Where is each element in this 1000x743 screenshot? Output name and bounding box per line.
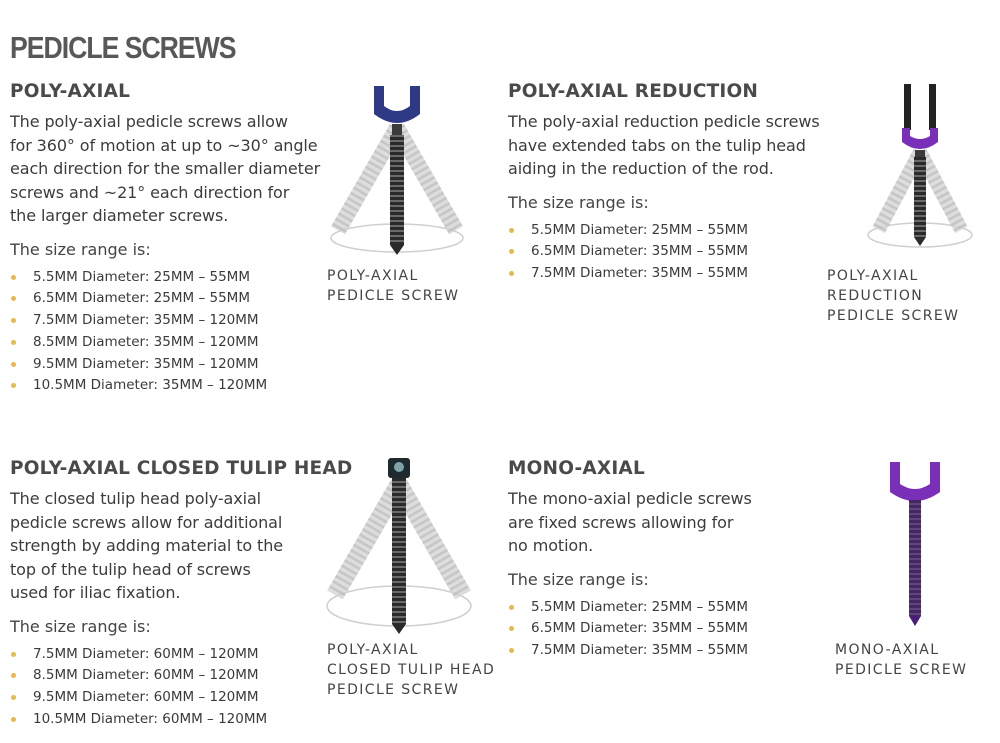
- bullet-icon: [11, 673, 16, 678]
- image-caption: POLY-AXIAL PEDICLE SCREW: [327, 268, 460, 304]
- bullet-icon: [11, 340, 16, 345]
- size-list: [508, 597, 828, 662]
- size-item: 7.5MM Diameter: 35MM – 120MM: [10, 310, 330, 332]
- size-range-label: The size range is:: [10, 616, 151, 636]
- size-item: 7.5MM Diameter: 60MM – 120MM: [10, 644, 355, 666]
- bullet-icon: [509, 626, 514, 631]
- bullet-icon: [11, 318, 16, 323]
- bullet-icon: [509, 648, 514, 653]
- size-range-label: The size range is:: [508, 192, 649, 212]
- size-list: [10, 644, 355, 731]
- bullet-icon: [11, 383, 16, 388]
- section-title: POLY-AXIAL CLOSED TULIP HEAD: [10, 458, 353, 479]
- size-list: [508, 220, 838, 285]
- size-item: 9.5MM Diameter: 60MM – 120MM: [10, 687, 355, 709]
- bullet-icon: [11, 652, 16, 657]
- bullet-icon: [509, 249, 514, 254]
- image-caption: MONO-AXIAL PEDICLE SCREW: [835, 642, 968, 678]
- size-range-label: The size range is:: [508, 569, 649, 589]
- size-list: [10, 267, 330, 398]
- section-description: The mono-axial pedicle screws are fixed screws allowing for no motion.: [508, 489, 752, 555]
- mono-axial-screw-image: [880, 458, 950, 630]
- size-item: 7.5MM Diameter: 35MM – 55MM: [508, 640, 828, 662]
- bullet-icon: [11, 717, 16, 722]
- size-item: 6.5MM Diameter: 35MM – 55MM: [508, 241, 838, 263]
- section-title: POLY-AXIAL: [10, 81, 131, 102]
- bullet-icon: [11, 296, 16, 301]
- size-item: 8.5MM Diameter: 60MM – 120MM: [10, 665, 355, 687]
- size-item: 10.5MM Diameter: 35MM – 120MM: [10, 375, 330, 397]
- section-mono-axial: [508, 458, 828, 662]
- size-item: 6.5MM Diameter: 25MM – 55MM: [10, 288, 330, 310]
- bullet-icon: [11, 362, 16, 367]
- size-range-label: The size range is:: [10, 239, 151, 259]
- bullet-icon: [11, 275, 16, 280]
- size-item: 10.5MM Diameter: 60MM – 120MM: [10, 709, 355, 731]
- size-item: 5.5MM Diameter: 25MM – 55MM: [508, 220, 838, 242]
- section-title: POLY-AXIAL REDUCTION: [508, 81, 759, 102]
- bullet-icon: [509, 228, 514, 233]
- size-item: 5.5MM Diameter: 25MM – 55MM: [508, 597, 828, 619]
- section-poly-axial-closed-tulip-head: [10, 458, 355, 731]
- size-item: 8.5MM Diameter: 35MM – 120MM: [10, 332, 330, 354]
- bullet-icon: [11, 695, 16, 700]
- size-item: 6.5MM Diameter: 35MM – 55MM: [508, 618, 828, 640]
- section-description: The poly-axial pedicle screws allow for 360° of motion at up to ~30° angle each direction for the smaller diameter screws and ~21° each direction for the larger diameter screws.: [10, 112, 321, 225]
- image-caption: POLY-AXIAL REDUCTION PEDICLE SCREW: [827, 268, 960, 324]
- image-caption: POLY-AXIAL CLOSED TULIP HEAD PEDICLE SCREW: [327, 642, 496, 698]
- section-description: The poly-axial reduction pedicle screws have extended tabs on the tulip head aiding in the reduction of the rod.: [508, 112, 820, 178]
- section-poly-axial-reduction: [508, 81, 838, 285]
- poly-axial-reduction-screw-image: [862, 80, 982, 255]
- poly-axial-screw-image: [322, 80, 472, 260]
- section-description: The closed tulip head poly-axial pedicle screws allow for additional strength by adding material to the top of the tulip head of screws used for iliac fixation.: [10, 489, 284, 602]
- page-title: PEDICLE SCREWS: [10, 30, 236, 65]
- closed-tulip-head-screw-image: [322, 456, 477, 636]
- section-title: MONO-AXIAL: [508, 458, 645, 479]
- size-item: 7.5MM Diameter: 35MM – 55MM: [508, 263, 838, 285]
- bullet-icon: [509, 271, 514, 276]
- section-poly-axial: [10, 81, 330, 397]
- bullet-icon: [509, 605, 514, 610]
- size-item: 9.5MM Diameter: 35MM – 120MM: [10, 354, 330, 376]
- size-item: 5.5MM Diameter: 25MM – 55MM: [10, 267, 330, 289]
